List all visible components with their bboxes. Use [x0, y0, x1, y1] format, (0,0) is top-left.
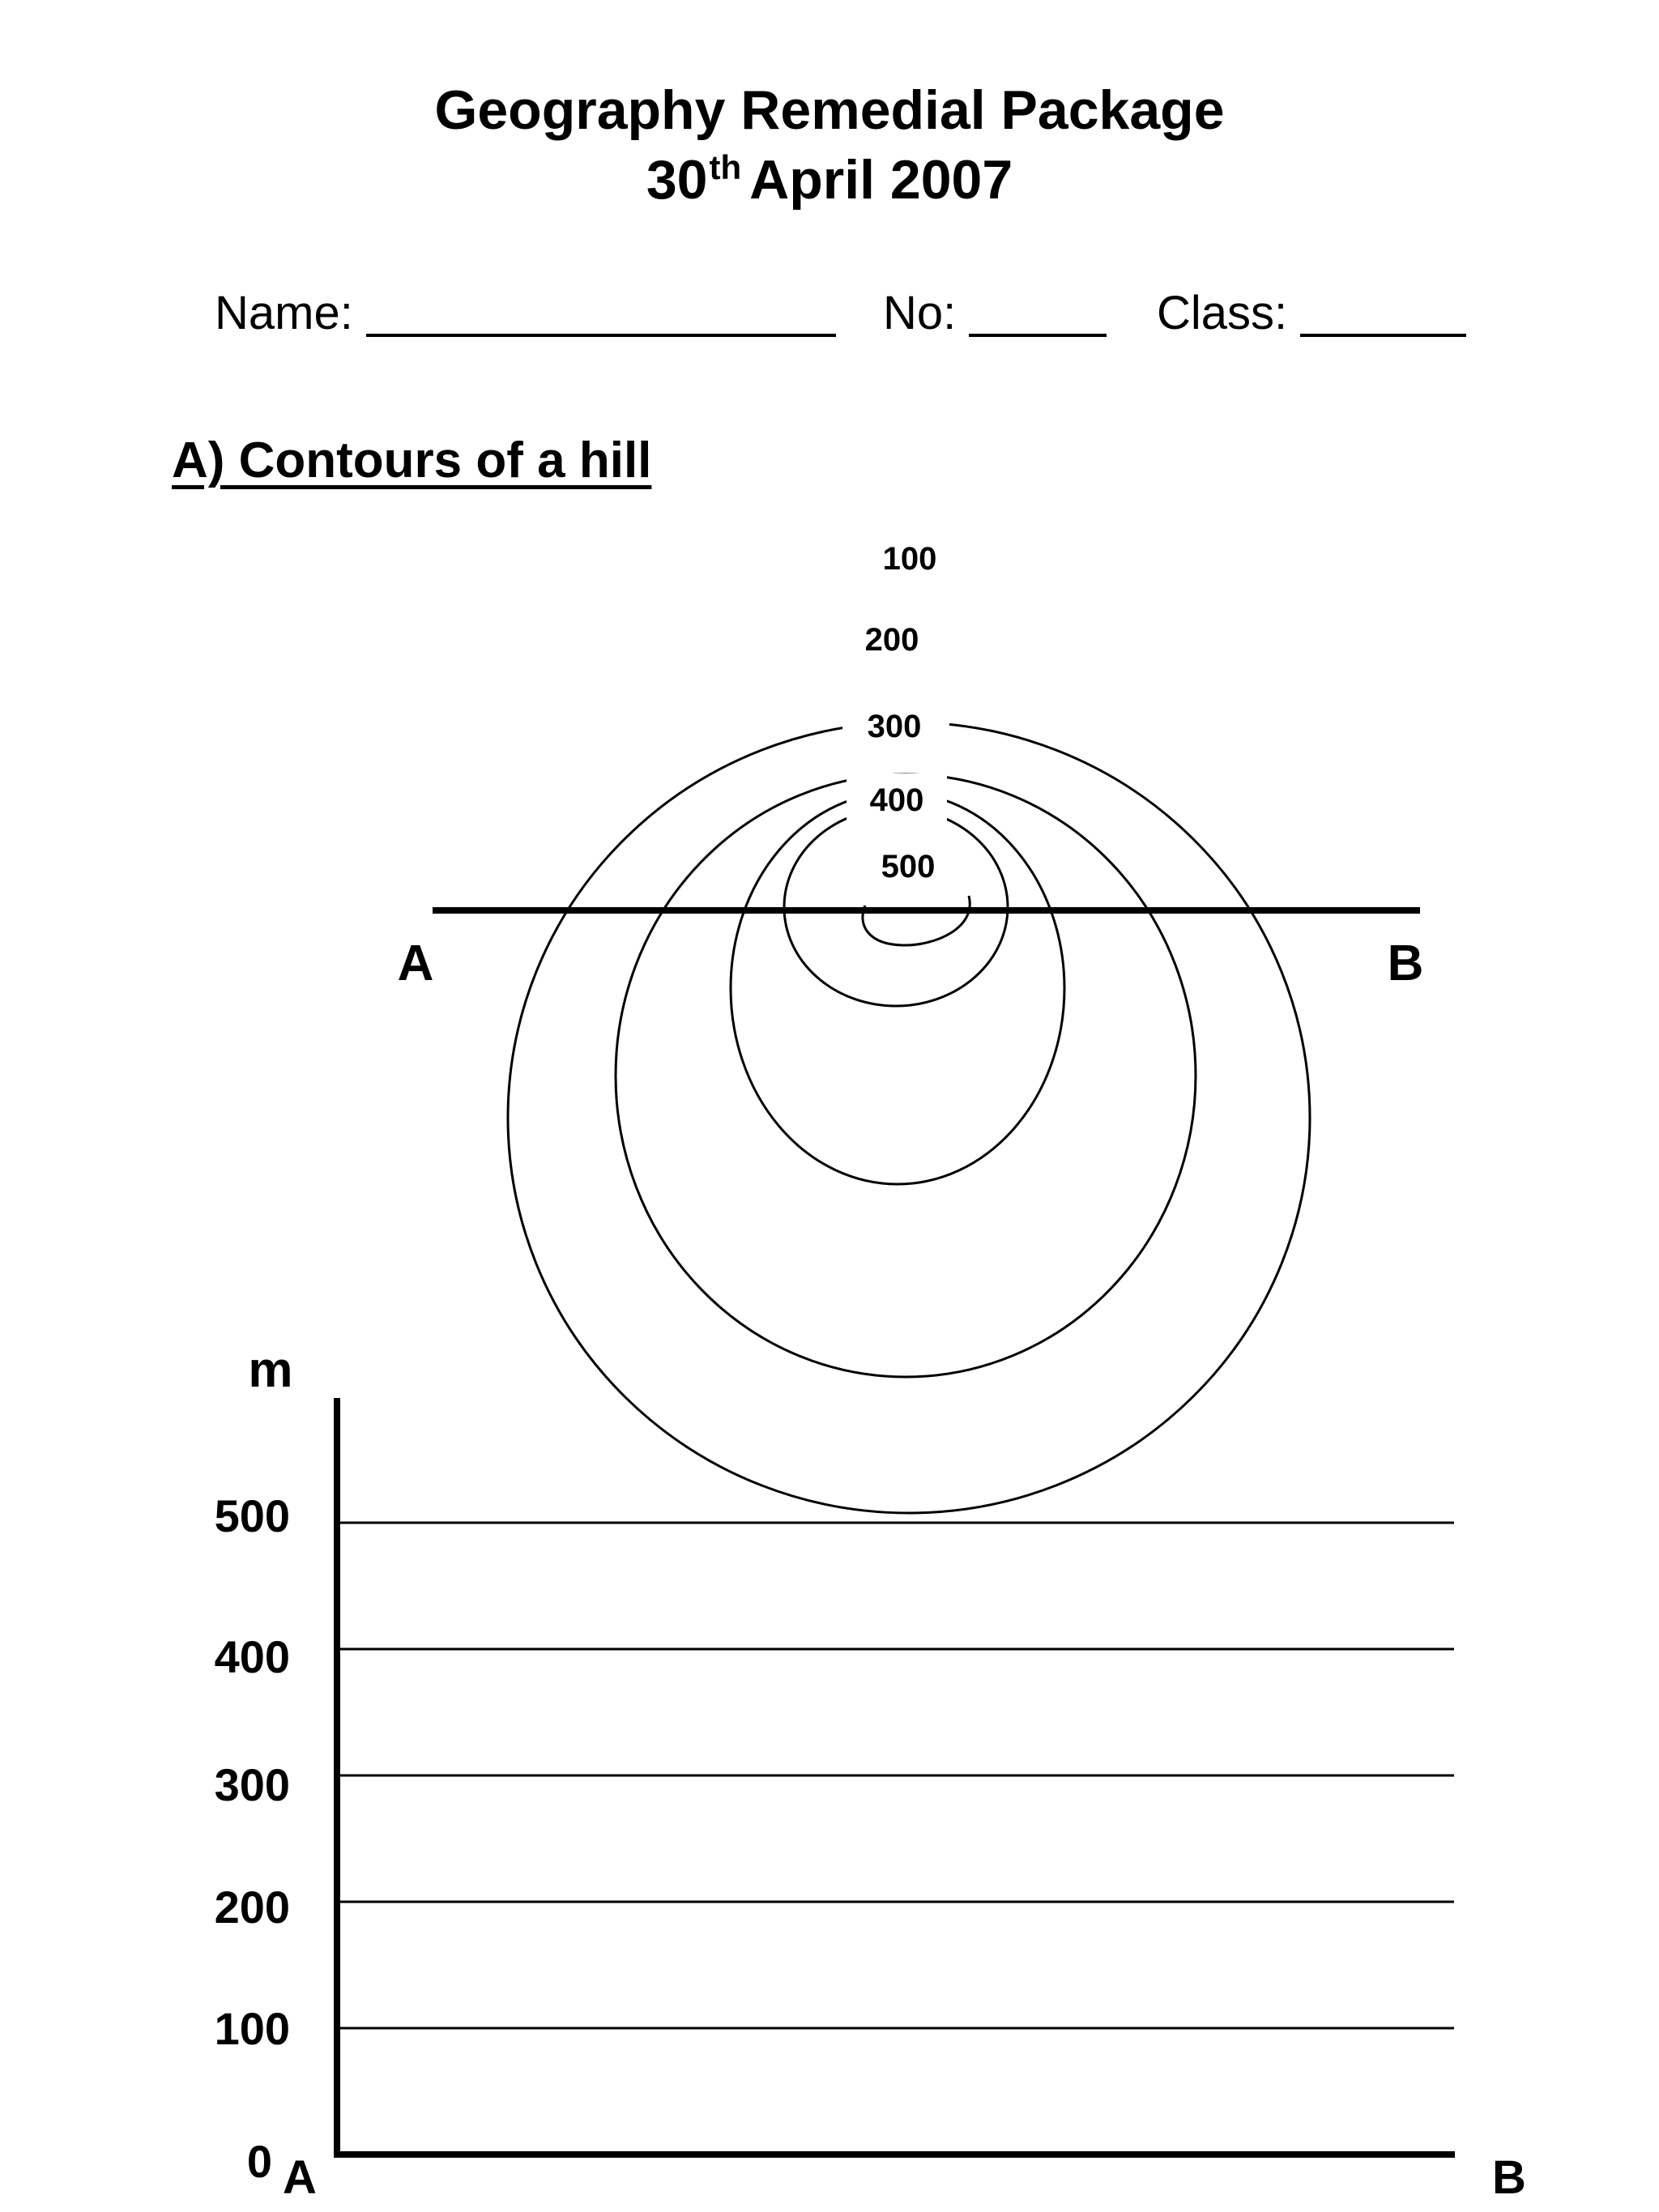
- y-tick-300: 300: [214, 1759, 290, 1810]
- contour-line-500: [863, 896, 970, 945]
- y-tick-origin: 0: [246, 2136, 272, 2187]
- profile-x-end-label: B: [1492, 2151, 1526, 2204]
- date-suffix: th: [709, 148, 742, 186]
- y-axis-unit-label: m: [248, 1342, 293, 1398]
- contour-map: [508, 722, 1310, 1513]
- contour-line-100: [508, 722, 1310, 1513]
- page-title: Geography Remedial Package: [434, 79, 1225, 141]
- contour-label-400: 400: [869, 782, 924, 818]
- contour-label-100: 100: [882, 541, 937, 577]
- y-tick-400: 400: [214, 1631, 290, 1682]
- date-day: 30: [646, 149, 708, 211]
- contour-label-500: 500: [881, 849, 936, 884]
- profile-x-start-label: A: [283, 2151, 317, 2204]
- contour-label-200: 200: [864, 622, 919, 658]
- cross-section-label-a: A: [397, 936, 434, 991]
- name-label: Name:: [215, 287, 353, 339]
- number-label: No:: [883, 287, 957, 339]
- y-tick-labels: [215, 1490, 290, 2187]
- cross-section-label-b: B: [1387, 936, 1424, 991]
- section-a-heading: A) Contours of a hill: [172, 433, 652, 488]
- contour-label-300: 300: [867, 709, 922, 744]
- date-rest: April 2007: [749, 149, 1013, 211]
- y-tick-200: 200: [214, 1882, 290, 1933]
- class-label: Class:: [1157, 287, 1288, 339]
- y-tick-500: 500: [214, 1490, 290, 1541]
- profile-grid: [215, 1342, 1526, 2204]
- y-tick-100: 100: [214, 2003, 290, 2054]
